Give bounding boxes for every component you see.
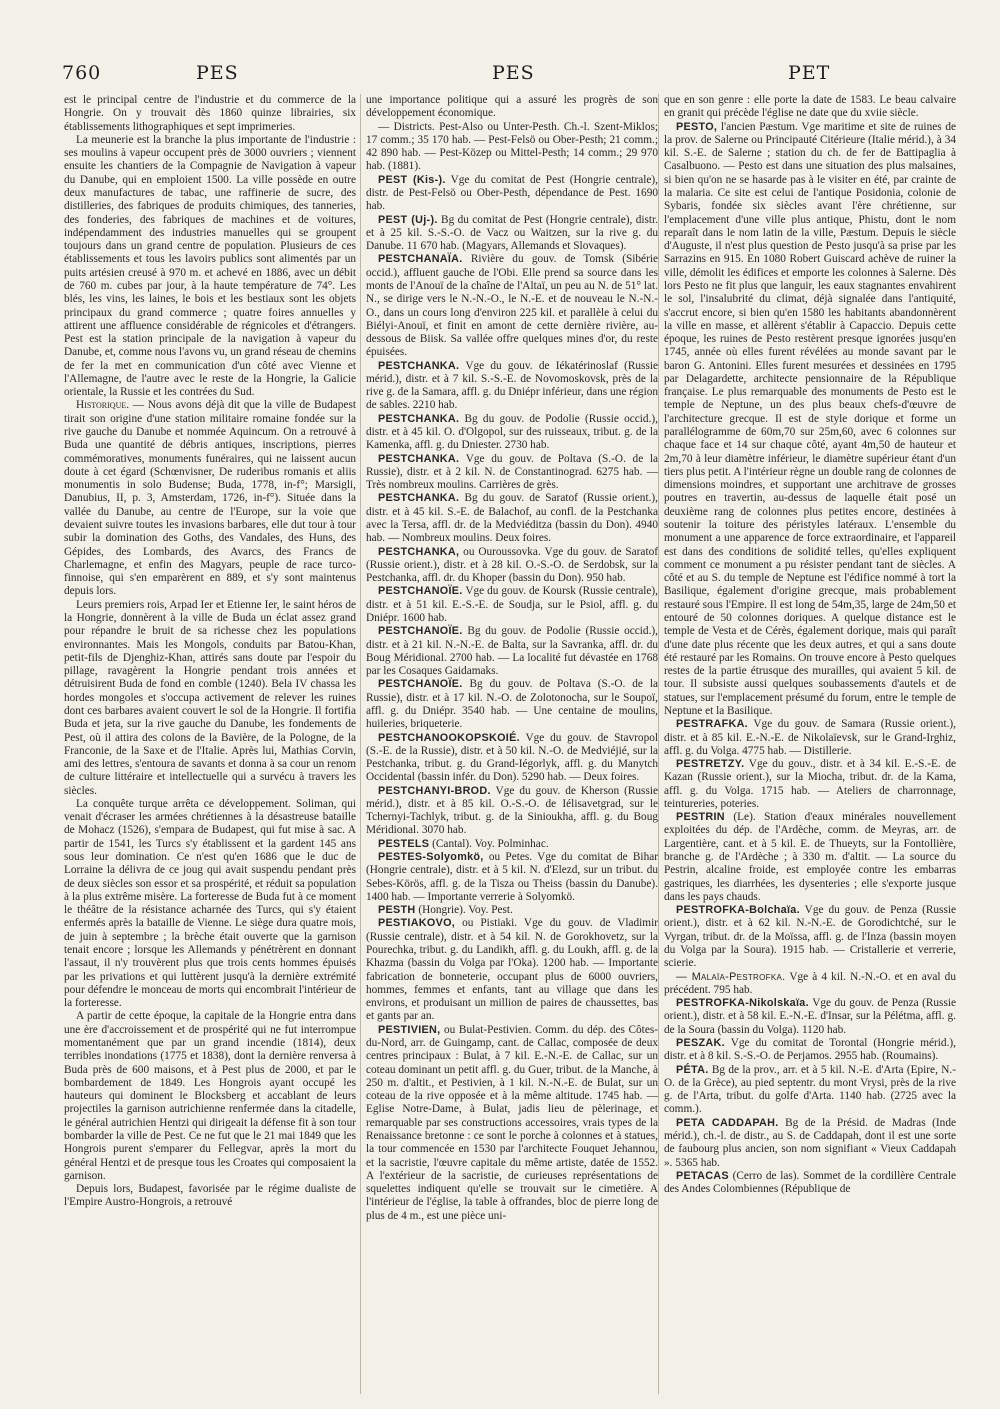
entry-headword: — Malaïa-Pestrofka. — [676, 970, 786, 983]
entry-headword: PEST (Kis-). — [378, 173, 446, 186]
text-column-right — [664, 94, 956, 1394]
entry-headword: PESTRETZY. — [676, 758, 745, 771]
column-rule — [360, 94, 361, 1394]
header-word-center: PES — [492, 62, 535, 84]
entry — [366, 785, 658, 838]
entry-text: (Le). Station d'eaux minérales nouvellement exploitées du dép. de l'Ardèche, comm. de Meyras, arr. de Largentière, cant. et à 5 kil. E. de Thueyts, sur la Fontollière, branche g. de l'Ardèche ; à 330 m. d'altit. — La source du Pestrin, alcaline froide, est employée contre les embarras gastriques, les diarrhées, les dysenteries ; elle s'exporte jusque dans les pays chauds. — [664, 811, 956, 903]
section-label: Historique. — [76, 399, 130, 412]
entry — [366, 904, 658, 917]
running-header — [0, 62, 1000, 92]
paragraph: La conquête turque arrêta ce développement. Soliman, qui venait d'écraser les armées chrétiennes à la désastreuse bataille de Mohacz (1526), s'empara de Budapest, qui fut mise à sac. A partir de 1541, les Turcs s'y établissent et la gardent 145 ans sous leur domination. Ce n'est qu'en 1686 que le duc de Lorraine la délivra de ce joug qui avait suspendu pendant près de deux siècles son essor et sa prospérité, et réduit sa population à la plus extrême misère. La forteresse de Buda fut à ce moment le théâtre de la résistance acharnée des Turcs, qui s'y étaient enfermés après la bataille de Vienne. Le siège dura quatre mois, de juin à septembre ; la brèche était ouverte que la garnison tenait encore ; lorsque les Allemands y pénétrèrent en donnant l'assaut, il n'y trouvèrent plus que trois cents hommes épuisés par les privations et qui luttèrent jusqu'à la dernière extrémité pour défendre le monceau de morts qui encombrait l'intérieur de la forteresse. — [64, 797, 356, 1010]
entry-text: Bg du comitat de Pest (Hongrie centrale), distr. et à 25 kil. S.-S.-O. de Vacz ou Waitzen, sur la rive g. du Danube. 11 670 hab. (Magyars, Allemands et Slovaques). — [366, 213, 658, 253]
entry-text: Vge du comitat de Torontal (Hongrie mérid.), distr. et à 8 kil. S.-S.-O. de Perjamos. 2955 hab. (Roumains). — [664, 1036, 956, 1063]
entry — [366, 214, 658, 254]
entry — [366, 1024, 658, 1223]
entry-text: Bg du gouv. de Podolie (Russie occid.), distr. et à 21 kil. N.-N.-E. de Balta, sur la Savranka, affl. dr. du Boug Méridional. 2700 hab. — La localité fut dévastée en 1768 par les Cosaques Gaidamaks. — [366, 625, 658, 678]
entry — [366, 678, 658, 731]
entry-headword: PESTCHANYI-BROD. — [378, 784, 491, 797]
entry — [664, 1064, 956, 1117]
entry-text: Vge du gouv. de Penza (Russie orient.), distr. et à 58 kil. E.-N.-E. d'Insar, sur la Pélétma, affl. g. de la Soura (bassin du Volga). 1120 hab. — [664, 997, 956, 1036]
entry-text: Vge du gouv. de Stavropol (S.-E. de la Russie), distr. et à 50 kil. N.-O. de Medviéjié, sur la Pestchanka, tribut. g. du Grand-Iégorlyk, affl. g. du Manytch Occidental (bassin infér. du Don). 5290 hab. — Deux foires. — [366, 731, 658, 784]
entry — [366, 413, 658, 453]
entry — [664, 1037, 956, 1064]
column-rule — [658, 94, 659, 1394]
entry — [664, 811, 956, 904]
paragraph: — Districts. Pest-Also ou Unter-Pesth. Ch.-l. Szent-Miklos; 17 comm.; 35 170 hab. — Pest-Felsö ou Ober-Pesth; 21 comm.; 42 890 hab. — Pest-Közep ou Mittel-Pesth; 14 comm.; 29 970 hab. (1881). — [366, 120, 658, 173]
paragraph: est le principal centre de l'industrie et du commerce de la Hongrie. On y trouvait dès 1860 quinze librairies, six établissements lithographiques et sept imprimeries. — [64, 94, 356, 133]
entry-headword: PESTCHANOÏE. — [378, 585, 463, 598]
entry-headword: PESTCHANOOKOPSKOIÉ. — [378, 731, 520, 744]
entry-headword: PESTCHANOÏE. — [378, 625, 463, 638]
entry — [664, 1117, 956, 1170]
entry-headword: PÉTA. — [676, 1063, 709, 1076]
entry-headword: PESTES-Solyomkö, — [378, 851, 484, 864]
entry — [366, 851, 658, 904]
entry-headword: PESTCHANKA. — [378, 359, 460, 372]
entry-headword: PETACAS — [676, 1169, 729, 1182]
entry-text: Bg du gouv. de Podolie (Russie occid.), distr. et à 45 kil. O. d'Olgopol, sur des ruisseaux, tribut. g. de la Kamenka, affl. g. du Dniester. 2730 hab. — [366, 412, 658, 452]
paragraph: La meunerie est la branche la plus importante de l'industrie : ses moulins à vapeur occupent près de 3000 ouvriers ; viennent ensuite les chantiers de la Compagnie de Navigation à vapeur du Danube, qui en emploient 1500. La ville possède en outre deux manufactures de tabac, une raffinerie de sucre, des distilleries, des fabriques de produits chimiques, des tanneries, des fonderies, des fabriques de machines et de voitures, indépendamment des industries manuelles qui se groupent toujours dans un grand centre de population. Plusieurs de ces établissements et tous les lavoirs publics sont alimentés par un puits artésien creusé à 970 m. et achevé en 1886, avec un débit de 760 m. cubes par jour, à la haute température de 74°. Les blés, les vins, les laines, le bois et les bestiaux sont les objets principaux du grand commerce ; quatre foires annuelles y attirent une affluence considérable de régnicoles et d'étrangers. Pest est la station principale de la navigation à vapeur du Danube, et, comme nous l'avons vu, un grand réseau de chemins de fer la met en communication d'un côté avec Vienne et l'Allemagne, de l'autre avec le reste de la Hongrie, la Galicie orientale, la Russie et les contrées du Sud. — [64, 133, 356, 399]
entry-text: Bg du gouv. de Saratof (Russie orient.), distr. et à 45 kil. S.-E. de Balachof, au confl. de la Pestchanka avec la Tersa, affl. dr. de la Medviéditza (bassin du Don). 4940 hab. — Nombreux moulins. Deux foires. — [366, 492, 658, 545]
entry — [664, 1170, 956, 1197]
entry-text: Vge du gouv. de Samara (Russie orient.), distr. et à 85 kil. E.-N.-E. de Nikolaïevsk, sur le Grand-Irghiz, affl. g. du Volga. 4775 hab. — Distillerie. — [664, 718, 956, 757]
entry-headword: PESTO, — [676, 120, 718, 133]
entry-text: (Cantal). Voy. Polminhac. — [429, 837, 549, 850]
paragraph — [64, 399, 356, 598]
entry — [366, 453, 658, 493]
header-word-left: PES — [196, 62, 239, 84]
entry-text: Vge du gouv. de Iékatérinoslaf (Russie mérid.), distr. et à 7 kil. S.-S.-E. de Novomoskovsk, près de la rive g. de la Samara, affl. g. du Dniépr inférieur, dans une région de sables. 2210 hab. — [366, 359, 658, 412]
entry-text: (Hongrie). Voy. Pest. — [415, 904, 513, 917]
entry — [366, 732, 658, 785]
entry-text: ou Petes. Vge du comitat de Bihar (Hongrie centrale), distr. et à 5 kil. N. d'Elezd, sur un tribut. du Sebes-Körös, affl. g. de la Tisza ou Theiss (bassin du Danube). 1400 hab. — Importante verrerie à Solyomkö. — [366, 851, 658, 903]
entry — [664, 758, 956, 811]
entry-headword: PESTRIN — [676, 811, 725, 824]
entry-headword: PESTRAFKA. — [676, 718, 748, 731]
paragraph: que en son genre : elle porte la date de 1583. Le beau calvaire en granit qui précède l'église ne date que du xviie siècle. — [664, 94, 956, 120]
page-number: 760 — [62, 62, 102, 84]
entry-headword: PESTCHANKA. — [378, 492, 460, 505]
entry-text: ou Ouroussovka. Vge du gouv. de Saratof (Russie orient.), distr. et à 28 kil. O.-S.-O. de Serdobsk, sur la Pestchanka, affl. dr. du Khoper (bassin du Don). 950 hab. — [366, 545, 658, 585]
entry-headword: PESTH — [378, 904, 416, 917]
text-column-center — [366, 94, 658, 1394]
entry — [366, 253, 658, 359]
entry — [664, 971, 956, 998]
entry-headword: PESTROFKA-Nikolskaïa. — [676, 997, 809, 1010]
entry-text: ou Pistiaki. Vge du gouv. de Vladimir (Russie centrale), distr. et à 54 kil. N. de Gorokhovetz, sur la Pourechka, tribut. g. du Landikh, affl. g. du Loukh, affl. g. de la Khazma (bassin du Volga par l'Oka). 1200 hab. — Importante fabrication de bonneterie, occupant plus de 6000 ouvriers, hommes, femmes et enfants, tant au village que dans les environs, et produisant un million de paires de chaussettes, bas et gants par an. — [366, 917, 658, 1023]
header-word-right: PET — [788, 62, 831, 84]
entry — [366, 546, 658, 586]
entry-text: Vge du comitat de Pest (Hongrie centrale), distr. de Pest-Felsö ou Ober-Pesth, dépendance de Pest. 1690 hab. — [366, 173, 658, 213]
paragraph-text: — Nous avons déjà dit que la ville de Budapest tirait son origine d'une station militaire romaine fondée sur la rive gauche du Danube et nommée Aquincum. On a retrouvé à Buda une quantité de débris antiques, inscriptions, pierres commémoratives, monuments funéraires, qui ne laissent aucun doute à cet égard (Schœnvisner, De ruderibus romanis et aliis monumentis in solo Budense; Buda, 1778, in-f°; Marsigli, Danubius, II, p. 3, Amsterdam, 1726, in-f°). Située dans la vallée du Danube, au centre de l'Europe, sur la voie que devaient suivre toutes les invasions barbares, elle dut tour à tour subir la domination des Goths, des Vandales, des Huns, des Gépides, des Lombards, des Avarcs, des Francs de Charlemagne, et enfin des Magyars, peuple de race turco-finnoise, qui s'en emparèrent en 889, et s'y sont maintenus depuis lors. — [64, 399, 356, 598]
entry-headword: PESZAK. — [676, 1036, 725, 1049]
paragraph: Leurs premiers rois, Arpad Ier et Etienne Ier, le saint héros de la Hongrie, donnèrent à la ville de Buda un éclat assez grand pour répandre le bruit de sa richesse chez les populations environnantes. Mais les Mongols, conduits par Batou-Khan, petit-fils de Djenghiz-Khan, attirés sans doute par l'espoir du pillage, ravagèrent la Hongrie pendant trois années et détruisirent Buda de fond en comble (1240). Bela IV chassa les hordes mongoles et s'occupa activement de relever les ruines dont ces barbares avaient couvert le sol de la Hongrie. Il fortifia Buda et jeta, sur la rive gauche du Danube, les fondements de Pest, où il attira des colons de la Bavière, de la Pologne, de la Franconie, de la Saxe et de l'Italie. Après lui, Mathias Corvin, ami des lettres, s'entoura de savants et donna à sa cour un renom de culture littéraire et intellectuelle qui a survécu à travers les siècles. — [64, 598, 356, 797]
entry-headword: PESTCHANKA. — [378, 452, 460, 465]
entry-text: Vge du gouv. de Koursk (Russie centrale), distr. et à 51 kil. E.-S.-E. de Soudja, sur le Psiol, affl. g. du Dniépr. 1600 hab. — [366, 585, 658, 624]
entry — [366, 174, 658, 214]
entry-text: Vge du gouv. de Poltava (S.-O. de la Russie), distr. et à 2 kil. N. de Constantinograd. 6275 hab. — Très nombreux moulins. Carrières de grès. — [366, 452, 658, 492]
entry-headword: PESTIAKOVO, — [378, 917, 456, 930]
entry — [664, 121, 956, 719]
entry — [366, 917, 658, 1023]
entry-headword: PESTELS — [378, 837, 430, 850]
entry-headword: PESTCHANAÏA. — [378, 253, 463, 266]
entry-text: Vge du gouv., distr. et à 34 kil. E.-S.-E. de Kazan (Russie orient.), sur la Miocha, tribut. dr. de la Kama, affl. g. du Volga. 1715 hab. — Ateliers de charronnage, teintureries, poteries. — [664, 758, 956, 810]
entry-headword: PESTIVIEN, — [378, 1023, 441, 1036]
entry-text: Rivière du gouv. de Tomsk (Sibérie occid.), affluent gauche de l'Obi. Elle prend sa source dans les monts de l'Anouï de la chaîne de l'Altaï, un peu au N. de 51° lat. N., se dirige vers le N.-N.-O., le N.-E. et de nouveau le N.-N.-O., dans un cours long d'environ 225 kil. et parallèle à celui du Biélyi-Anouï, et finit en amont de cette dernière rivière, au-dessous de Biisk. Sa vallée offre quelques mines d'or, du reste épuisées. — [366, 253, 658, 359]
entry-text: Bg de la Présid. de Madras (Inde mérid.), ch.-l. de distr., au S. de Caddapah, dont il est une sorte de faubourg plus ancien, son nom signifiant « Vieux Caddapah ». 5365 hab. — [664, 1116, 956, 1169]
entry-text: Vge du gouv. de Penza (Russie orient.), distr. et à 62 kil. N.-N.-E. de Gorodichtché, sur le Vyrgan, tribut. dr. de la Moïssa, affl. g. de l'Inza (bassin moyen du Volga par la Soura). 1915 hab. — Cristallerie et verrerie, scierie. — [664, 904, 956, 970]
entry-headword: PETA CADDAPAH. — [676, 1116, 779, 1129]
entry-text: Vge du gouv. de Kherson (Russie mérid.), distr. et à 85 kil. O.-S.-O. de Iélisavetgrad, sur le Tchernyi-Tachlyk, tribut. g. de la Sinioukha, affl. g. du Boug Méridional. 3070 hab. — [366, 784, 658, 837]
entry-headword: PEST (Uj-). — [378, 213, 438, 226]
entry-headword: PESTCHANKA. — [378, 412, 460, 425]
entry-text: (Cerro de las). Sommet de la cordillère Centrale des Andes Colombiennes (République de — [664, 1169, 956, 1196]
entry-text: Bg du gouv. de Poltava (S.-O. de la Russie), distr. et à 17 kil. N.-O. de Zolotonocha, sur le Soupoï, affl. g. du Dniépr. 3540 hab. — Une centaine de moulins, huileries, briqueterie. — [366, 678, 658, 731]
entry — [664, 718, 956, 758]
entry — [366, 492, 658, 545]
paragraph: A partir de cette époque, la capitale de la Hongrie entra dans une ère d'accroissement et de prospérité qui ne fut interrompue momentanément que par un grand incendie (1814), deux terribles inondations (1775 et 1838), dont la dernière renversa à Buda près de 600 maisons, et à Pest plus de 2000, et par le bombardement de 1849. Les Hongrois ayant occupé les hauteurs qui dominent le Blocksberg et accablant de leurs projectiles la garnison autrichienne renfermée dans la citadelle, le général autrichien Hentzi qui dirigeait la défense fit à son tour bombarder la ville de Pest. Ce ne fut que le 21 mai 1849 que les Hongrois purent s'emparer du Fellegvar, après la mort du général Hentzi et de presque tous les Croates qui composaient la garnison. — [64, 1010, 356, 1182]
entry — [664, 997, 956, 1037]
entry-headword: PESTROFKA-Bolchaïa. — [676, 904, 800, 917]
paragraph: une importance politique qui a assuré les progrès de son développement économique. — [366, 94, 658, 120]
text-column-left — [64, 94, 356, 1394]
entry — [664, 904, 956, 970]
entry — [366, 625, 658, 678]
paragraph: Depuis lors, Budapest, favorisée par le régime dualiste de l'Empire Austro-Hongrois, a retrouvé — [64, 1183, 356, 1209]
entry — [366, 838, 658, 851]
entry — [366, 360, 658, 413]
entry — [366, 585, 658, 625]
entry-headword: PESTCHANOÏE. — [378, 678, 463, 691]
entry-text: Vge à 4 kil. N.-N.-O. et en aval du précédent. 795 hab. — [664, 970, 956, 996]
entry-text: l'ancien Pæstum. Vge maritime et site de ruines de la prov. de Salerne ou Principauté Citérieure (Italie mérid.), à 34 kil. S.-E. de Salerne ; station du ch. de fer de Battipaglia à Casalbuono. — Pesto est dans une situation des plus malsaines, si bien qu'on ne se hasarde pas à le visiter en été, par crainte de la malaria. Ce site est celui de l'antique Posidonia, colonie de Sybaris, fondée six siècles avant l'ère chrétienne, sur l'emplacement d'une ville plus antique, Phistu, dont le nom reparaît dans le nom latin de la ville, Pæstum. Depuis le siècle d'Auguste, il n'est plus question de Pesto jusqu'à sa prise par les Sarrazins en 915. En 1080 Robert Guiscard achève de ruiner la ville, démolit les édifices et emporte les colonnes à Salerne. Dès lors Pesto ne fit plus que languir, les eaux stagnantes envahirent le sol, l'insalubrité du climat, déjà signalée dans l'antiquité, s'accrut encore, si bien qu'en 1580 les habitants abandonnèrent la ville en masse, et allèrent s'établir à Capaccio. Depuis cette époque, les ruines de Pesto restèrent presque ignorées jusqu'en 1745, année où elles furent révélées au monde savant par le baron G. Antonini. Elles furent mesurées et dessinées en 1795 par Delagardette, architecte pensionnaire de la République française. Le plus remarquable des monuments de Pesto est le temple de Neptune, un des plus beaux chefs-d'œuvre de l'architecture grecque. Il est de style dorique et forme un parallélogramme de 60m,70 sur 25m,60, avec 6 colonnes sur chaque face et 14 sur chaque côté, ayant 4m,50 de hauteur et 2m,70 à leur diamètre inférieur, le diamètre supérieur étant d'un tiers plus petit. A l'intérieur règne un double rang de colonnes de dimensions moindres, et supportant une architrave de grosses poutres en travertin, au-dessus de laquelle était posé un deuxième rang de colonnes plus petites encore, destinées à soutenir la toiture des péristyles latéraux. L'ensemble du monument a une apparence de force extraordinaire, et l'appareil est dans des conditions de solidité telles, qu'elles expliquent comment ce monument a pu résister pendant tant de siècles. A côté et au S. du temple de Neptune est l'édifice nommé à tort la Basilique, également d'origine grecque, mais probablement restauré sous l'Empire. Il est long de 54m,35, large de 24m,50 et entouré de 50 colonnes doriques. A quelque distance est le temple de Vesta et de Cérès, également dorique, mais qui paraît d'une date plus récente que les deux autres, et qui a sans doute été restauré par les Romains. On trouve encore à Pesto quelques restes de la partie étrusque des murailles, qui avaient 5 kil. de tour. Il subsiste aussi quelques soubassements d'autels et de statues, sur l'emplacement présumé du forum, entre le temple de Neptune et la Basilique. — [664, 120, 956, 717]
entry-headword: PESTCHANKA, — [378, 545, 460, 558]
entry-text: ou Bulat-Pestivien. Comm. du dép. des Côtes-du-Nord, arr. de Guingamp, cant. de Callac, composée de deux centres principaux : Bulat, à 7 kil. E.-N.-E. de Callac, sur un coteau dominant un petit affl. g. du Guer, tribut. de la Manche, à 250 m. d'altit., et Pestivien, à 1 kil. N.-N.-E. de Bulat, sur un coteau de la rive opposée et à la même altitude. 1745 hab. — Eglise Notre-Dame, à Bulat, jadis lieu de pèlerinage, et remarquable par ses constructions accessoires, vrais types de la Renaissance bretonne : ce sont le porche à colonnes et à statues, la tour commencée en 1530 par l'architecte Fouquet Jehannou, et la sacristie, l'œuvre capitale du même artiste, datée de 1552. A l'extérieur de la sacristie, de curieuses représentations de squelettes indiquent qu'elle se trouvait sur le cimetière. A l'intérieur de l'église, la table à offrandes, bloc de pierre long de plus de 4 m., est une pièce uni- — [366, 1023, 658, 1222]
entry-text: Bg de la prov., arr. et à 5 kil. N.-E. d'Arta (Epire, N.-O. de la Grèce), au pied septentr. du mont Vrysi, près de la rive g. de l'Arta, tribut. du golfe d'Arta. 1140 hab. (2725 avec la comm.). — [664, 1063, 956, 1116]
